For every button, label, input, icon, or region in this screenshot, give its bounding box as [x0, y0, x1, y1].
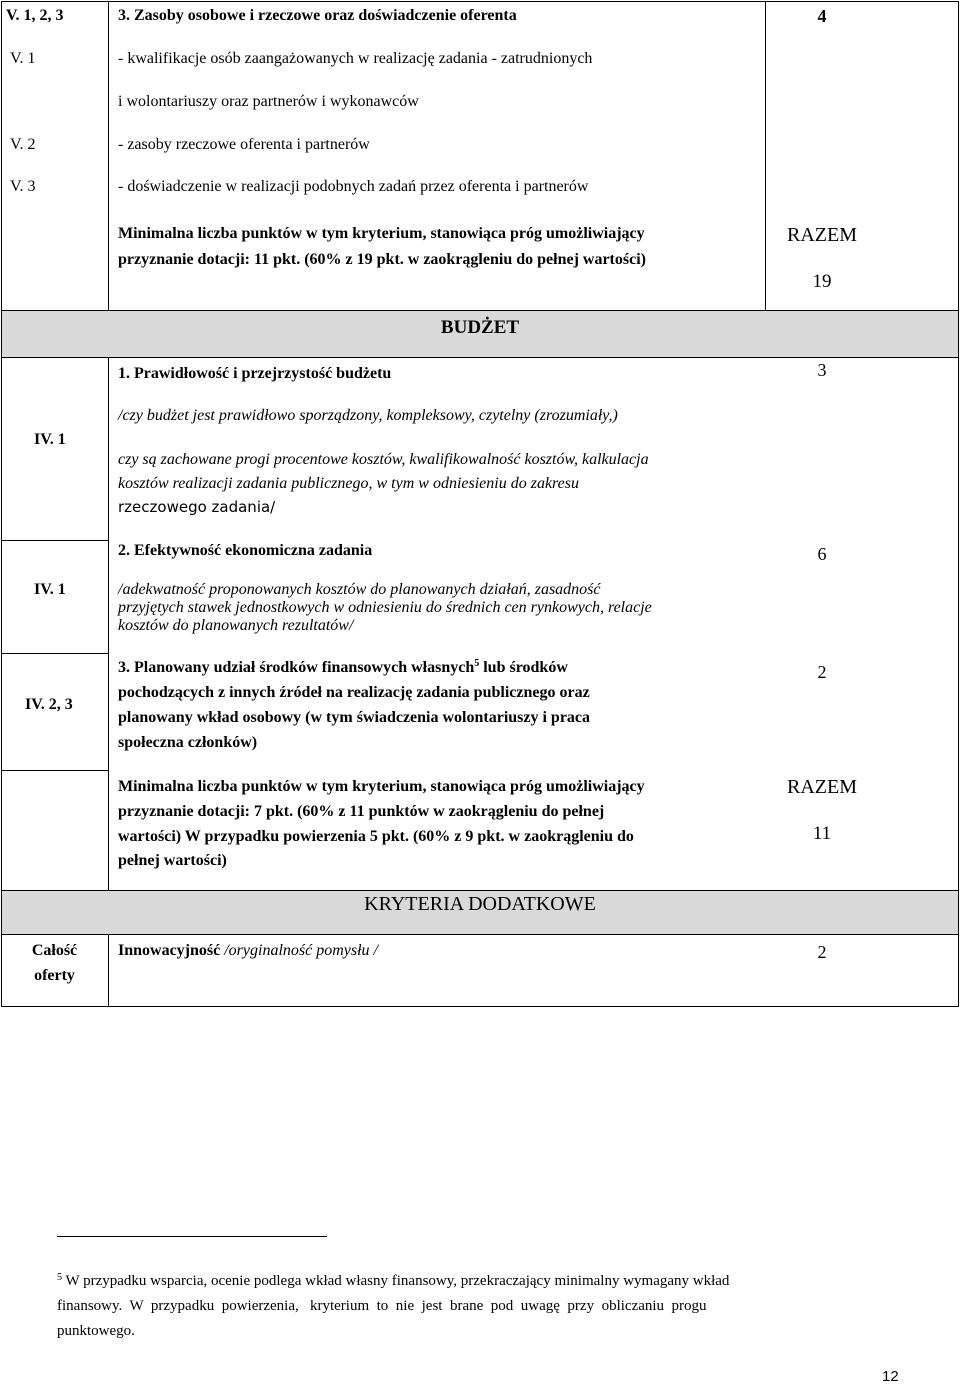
footnote-separator — [57, 1236, 327, 1237]
page-number: 12 — [882, 1368, 899, 1385]
criterion-title: 1. Prawidłowość i przejrzystość budżetu — [118, 365, 392, 382]
row-label: oferty — [34, 967, 75, 984]
criterion-desc: /adekwatność proponowanych kosztów do planowanych działań, zasadność — [118, 581, 601, 598]
criterion-title: 3. Zasoby osobowe i rzeczowe oraz doświadczenie oferenta — [118, 7, 517, 24]
criterion-title — [118, 941, 378, 960]
row-label: V. 2 — [10, 136, 36, 153]
row-label: IV. 2, 3 — [25, 696, 73, 713]
criterion-title-part: 3. Planowany udział środków finansowych własnych — [118, 659, 475, 676]
row-label: IV. 1 — [34, 431, 66, 448]
criterion-desc: czy są zachowane progi procentowe kosztów, kwalifikowalność kosztów, kalkulacja — [118, 451, 649, 468]
footnote-line: finansowy. W przypadku powierzenia, kryterium to nie jest brane pod uwagę przy obliczaniu progu — [57, 1298, 707, 1314]
criterion-score: 2 — [817, 942, 827, 962]
total-value: 19 — [812, 271, 832, 292]
criterion-title-italic: /oryginalność pomysłu / — [220, 942, 378, 959]
criterion-desc: planowany wkład osobowy (w tym świadczenia wolontariuszy i praca — [118, 709, 591, 726]
footnote-line — [57, 1272, 729, 1291]
criterion-item: - doświadczenie w realizacji podobnych zadań przez oferenta i partnerów — [118, 178, 589, 195]
min-points-text: pełnej wartości) — [118, 852, 227, 869]
footnote-ref: 5 — [474, 658, 480, 669]
criterion-title-part: lub środków — [479, 659, 568, 676]
total-label: RAZEM — [787, 776, 857, 798]
criterion-score: 4 — [817, 6, 827, 26]
criterion-score: 2 — [817, 662, 827, 682]
min-points-text: przyznanie dotacji: 7 pkt. (60% z 11 punktów w zaokrągleniu do pełnej — [118, 803, 605, 820]
extra-criteria-header: KRYTERIA DODATKOWE — [364, 893, 596, 915]
footnote-number: 5 — [57, 1272, 62, 1283]
criterion-score: 3 — [817, 360, 827, 380]
row-label: V. 1, 2, 3 — [6, 7, 64, 24]
min-points-text: Minimalna liczba punktów w tym kryterium, stanowiąca próg umożliwiający — [118, 778, 645, 795]
budget-header: BUDŻET — [440, 317, 520, 338]
total-value: 11 — [812, 823, 832, 844]
row-label: IV. 1 — [34, 581, 66, 598]
footnote-line: punktowego. — [57, 1323, 135, 1339]
row-label: V. 3 — [10, 178, 36, 195]
criterion-desc: przyjętych stawek jednostkowych w odniesieniu do średnich cen rynkowych, relacje — [118, 599, 652, 616]
criterion-desc: społeczna członków) — [118, 734, 258, 751]
row-label: Całość — [31, 942, 78, 959]
criterion-desc: kosztów do planowanych rezultatów/ — [118, 617, 354, 634]
min-points-text: Minimalna liczba punktów w tym kryterium, stanowiąca próg umożliwiający — [118, 225, 645, 242]
criterion-desc: pochodzących z innych źródeł na realizację zadania publicznego oraz — [118, 684, 590, 701]
criterion-title-bold: Innowacyjność — [118, 942, 221, 959]
criterion-title: 2. Efektywność ekonomiczna zadania — [118, 542, 373, 559]
criterion-score: 6 — [817, 544, 827, 564]
total-label: RAZEM — [787, 224, 857, 246]
criterion-item: i wolontariuszy oraz partnerów i wykonawców — [118, 93, 419, 110]
criterion-desc: rzeczowego zadania/ — [118, 498, 276, 516]
min-points-text: wartości) W przypadku powierzenia 5 pkt. (60% z 9 pkt. w zaokrągleniu do — [118, 828, 634, 845]
row-label: V. 1 — [10, 50, 36, 67]
criterion-title — [118, 658, 568, 677]
criterion-item: - zasoby rzeczowe oferenta i partnerów — [118, 136, 370, 153]
criterion-desc: kosztów realizacji zadania publicznego, w tym w odniesieniu do zakresu — [118, 475, 580, 492]
min-points-text: przyznanie dotacji: 11 pkt. (60% z 19 pkt. w zaokrągleniu do pełnej wartości) — [118, 251, 646, 268]
criterion-item: - kwalifikacje osób zaangażowanych w realizację zadania - zatrudnionych — [118, 50, 593, 67]
footnote-text: W przypadku wsparcia, ocenie podlega wkład własny finansowy, przekraczający minimalny wymagany wkład — [62, 1273, 730, 1289]
criterion-desc: /czy budżet jest prawidłowo sporządzony, kompleksowy, czytelny (zrozumiały,) — [118, 407, 618, 424]
